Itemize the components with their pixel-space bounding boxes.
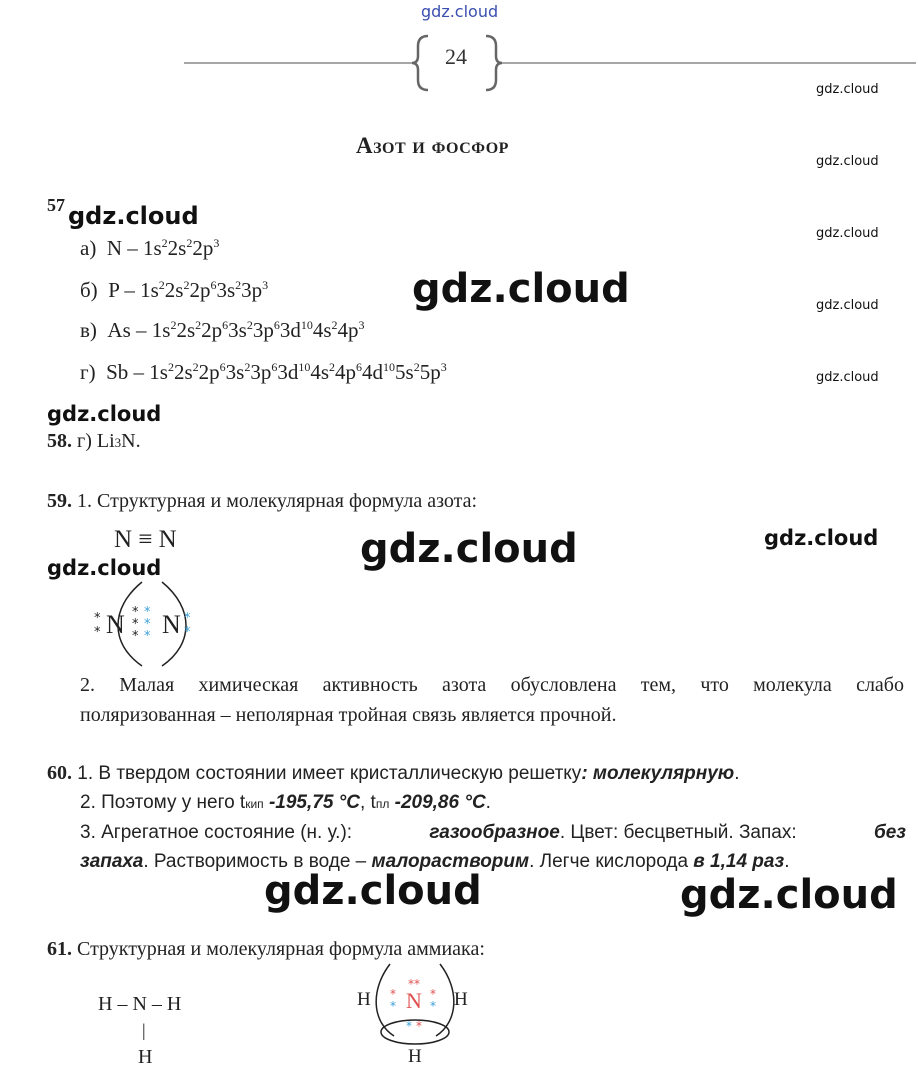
nitrogen-structural-formula: N ≡ N (114, 526, 177, 553)
question-60-line2: 2. Поэтому у него tкип -195,75 °C, tпл -209,86 °C. (80, 792, 491, 813)
watermark: gdz.cloud (68, 202, 199, 230)
watermark: gdz.cloud (816, 82, 879, 97)
config-item-d: г) Sb – $1s^22s^22p^63s^23p^63d^{10}4s^24p^64d^{10}5s^25p^3$ (80, 360, 447, 384)
svg-text:N: N (162, 610, 181, 639)
svg-text:*: * (144, 629, 151, 644)
question-58: 58. г) Li3N. (47, 430, 141, 452)
ammonia-structural-bottom: H (138, 1046, 153, 1068)
question-number-61: 61. (47, 938, 72, 960)
svg-text:*: * (184, 611, 191, 626)
svg-text:*: * (132, 629, 139, 644)
svg-text:*: * (184, 625, 191, 640)
svg-text:N: N (106, 610, 125, 639)
question-59-paragraph2-line1: 2. Малая химическая активность азота обусловлена тем, что молекула слабо (80, 674, 904, 696)
svg-text:*: * (94, 611, 101, 626)
svg-text:*: * (406, 1019, 412, 1033)
item-label: г) (80, 360, 96, 384)
svg-text:*: * (132, 605, 139, 620)
watermark: gdz.cloud (816, 370, 879, 385)
svg-text:**: ** (408, 977, 420, 991)
page-header-ornament (180, 30, 918, 100)
ammonia-structural-top: H – N – H (98, 993, 182, 1015)
item-label: б) (80, 278, 98, 302)
question-number-57: 57 (47, 195, 65, 215)
config-item-a: а) N – $1s^22s^22p^3$ (80, 236, 220, 260)
question-59-line1: 59. 1. Структурная и молекулярная формула азота: (47, 490, 478, 512)
question-60-line3: 3. Агрегатное состояние (н. у.): газообразное. Цвет: бесцветный. Запах: без (80, 822, 906, 843)
watermark: gdz.cloud (680, 872, 898, 918)
svg-text:*: * (430, 987, 436, 1001)
svg-text:*: * (144, 617, 151, 632)
item-label: в) (80, 318, 97, 342)
page-number: 24 (445, 44, 467, 69)
ammonia-structural-bond: | (142, 1020, 146, 1040)
watermark: gdz.cloud (816, 226, 879, 241)
question-60-line1: 60. 1. В твердом состоянии имеет кристаллическую решетку: молекулярную. (47, 762, 740, 784)
svg-text:*: * (390, 999, 396, 1013)
question-number-60: 60. (47, 762, 72, 784)
config-item-b: б) P – $1s^22s^22p^63s^23p^3$ (80, 278, 269, 302)
nitrogen-electron-diagram (90, 578, 210, 670)
watermark: gdz.cloud (816, 154, 879, 169)
svg-text:*: * (132, 617, 139, 632)
watermark: gdz.cloud (360, 526, 578, 572)
ammonia-lewis-h-left: H (357, 989, 371, 1010)
watermark: gdz.cloud (47, 402, 162, 426)
svg-text:*: * (94, 625, 101, 640)
question-61: 61. Структурная и молекулярная формула аммиака: (47, 938, 485, 960)
svg-text:*: * (430, 999, 436, 1013)
watermark: gdz.cloud (764, 526, 879, 550)
question-number-58: 58. (47, 430, 72, 452)
question-59-paragraph2-line2: поляризованная – неполярная тройная связь является прочной. (80, 704, 617, 726)
config-item-c: в) As – $1s^22s^22p^63s^23p^63d^{10}4s^24p^3$ (80, 318, 365, 342)
watermark-top: gdz.cloud (421, 2, 499, 21)
item-label: а) (80, 236, 97, 260)
watermark: gdz.cloud (47, 556, 162, 580)
question-60-line4: запаха. Растворимость в воде – малорастворим. Легче кислорода в 1,14 раз. (80, 851, 790, 872)
svg-text:*: * (390, 987, 396, 1001)
svg-text:*: * (144, 605, 151, 620)
ammonia-lewis-h-right: H (454, 989, 468, 1010)
watermark: gdz.cloud (264, 868, 482, 914)
section-title: Азот и фосфор (356, 133, 509, 158)
question-number-59: 59. (47, 490, 72, 512)
svg-text:*: * (416, 1019, 422, 1033)
watermark: gdz.cloud (816, 298, 879, 313)
svg-text:N: N (406, 988, 422, 1013)
ammonia-lewis-h-bottom: H (408, 1046, 422, 1067)
watermark: gdz.cloud (412, 266, 630, 312)
